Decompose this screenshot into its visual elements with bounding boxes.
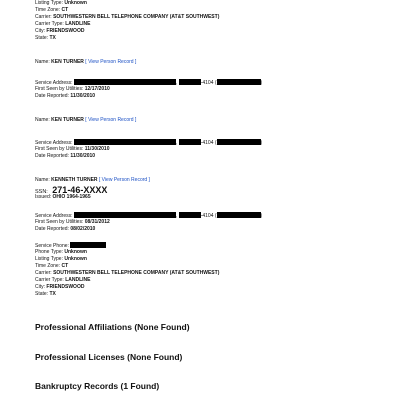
field-label: Date Reported: [35, 226, 69, 232]
field-value: OHIO 1964-1965 [52, 194, 91, 200]
service-address-row: Service Address: , -4104 ( ) [35, 80, 263, 86]
person-name: KEN TURNER [51, 59, 84, 65]
redaction-bar [217, 79, 261, 85]
field-label: Name: [35, 177, 50, 183]
person-name: KEN TURNER [51, 117, 84, 123]
listing-type-row [35, 256, 219, 263]
redaction-bar [70, 242, 106, 248]
service-address-row: Service Address: , -4104 ( ) [35, 140, 263, 146]
state-row [35, 291, 219, 298]
first-seen-row [35, 219, 262, 226]
field-label: City: [35, 28, 45, 34]
field-label: Carrier: [35, 14, 52, 20]
name-row [35, 117, 136, 124]
field-value: FRIENDSWOOD [46, 28, 85, 34]
field-label: State: [35, 291, 49, 297]
field-label: Service Address: [35, 80, 73, 86]
field-label: Listing Type: [35, 0, 63, 6]
name-row [35, 59, 136, 66]
first-seen-row [35, 146, 262, 153]
field-value: 12/17/2010 [84, 86, 110, 92]
field-value: 11/30/2010 [70, 93, 96, 99]
field-value: LANDLINE [65, 277, 91, 283]
person-record [35, 59, 136, 66]
phone-type-row [35, 249, 219, 256]
carrier-row [35, 14, 219, 21]
service-address-block [35, 79, 262, 100]
field-value: SOUTHWESTERN BELL TELEPHONE COMPANY (AT&T SOUTHWEST) [53, 14, 220, 20]
redaction-bar [74, 79, 176, 85]
date-reported-row [35, 153, 262, 160]
field-value: CT [61, 7, 69, 13]
field-label: City: [35, 284, 45, 290]
ssn-value: 271-46-XXXX [52, 185, 108, 195]
phone-suffix: -4104 ( [200, 140, 217, 146]
field-label: Listing Type: [35, 256, 63, 262]
redaction-bar [179, 79, 201, 85]
redaction-bar [179, 139, 201, 145]
field-value: TX [49, 35, 56, 41]
service-address-row: Service Address: , -4104 ( ) [35, 213, 263, 219]
carrier-row [35, 270, 219, 277]
field-value: 11/30/2010 [70, 153, 96, 159]
field-value: 08/31/2012 [84, 219, 110, 225]
person-record [35, 177, 150, 201]
redaction-bar [217, 139, 261, 145]
field-label: First Seen by Utilities: [35, 219, 84, 225]
time-zone-row [35, 263, 219, 270]
field-label: Date Reported: [35, 93, 69, 99]
person-name: KENNETH TURNER [51, 177, 98, 183]
service-phone-row [35, 242, 219, 249]
field-value: Unknown [64, 249, 87, 255]
service-address-block [35, 212, 262, 233]
first-seen-row [35, 86, 262, 93]
field-label: Service Address: [35, 213, 73, 219]
view-person-record-link[interactable]: [ View Person Record ] [85, 59, 137, 65]
field-value: Unknown [64, 256, 87, 262]
field-label: Carrier: [35, 270, 52, 276]
redaction-bar [179, 212, 201, 218]
field-value: SOUTHWESTERN BELL TELEPHONE COMPANY (AT&T SOUTHWEST) [53, 270, 220, 276]
date-reported-row [35, 93, 262, 100]
section-heading-bankruptcy-records: Bankruptcy Records (1 Found) [35, 381, 160, 391]
date-reported-row [35, 226, 262, 233]
phone-suffix: -4104 ( [200, 80, 217, 86]
service-address-block [35, 139, 262, 160]
time-zone-row [35, 7, 219, 14]
field-label: State: [35, 35, 49, 41]
listing-type-row [35, 0, 219, 7]
city-row [35, 284, 219, 291]
issued-row [35, 194, 150, 201]
field-label: Service Address: [35, 140, 73, 146]
field-value: CT [61, 263, 69, 269]
field-value: Unknown [64, 0, 87, 6]
field-label: First Seen by Utilities: [35, 86, 84, 92]
field-label: Date Reported: [35, 153, 69, 159]
state-row [35, 35, 219, 42]
field-label: Phone Type: [35, 249, 63, 255]
field-value: FRIENDSWOOD [46, 284, 85, 290]
field-label: Carrier Type: [35, 21, 64, 27]
name-row [35, 177, 150, 184]
redaction-bar [217, 212, 261, 218]
field-label: Carrier Type: [35, 277, 64, 283]
field-label: Issued: [35, 194, 52, 200]
person-record [35, 117, 136, 124]
city-row [35, 28, 219, 35]
redaction-bar [74, 212, 176, 218]
redaction-bar [74, 139, 176, 145]
field-value: 11/30/2010 [84, 146, 110, 152]
bottom-phone-record [35, 242, 219, 298]
field-label: Time Zone: [35, 7, 61, 13]
ssn-row [35, 184, 150, 194]
field-value: LANDLINE [65, 21, 91, 27]
field-value: 08/02/2010 [70, 226, 96, 232]
view-person-record-link[interactable]: [ View Person Record ] [98, 177, 150, 183]
carrier-type-row [35, 277, 219, 284]
carrier-type-row [35, 21, 219, 28]
field-label: First Seen by Utilities: [35, 146, 84, 152]
field-label: Time Zone: [35, 263, 61, 269]
phone-suffix: -4104 ( [200, 213, 217, 219]
field-label: SSN: [35, 189, 48, 195]
field-label: Service Phone: [35, 243, 69, 249]
field-label: Name: [35, 117, 50, 123]
section-heading-professional-licenses: Professional Licenses (None Found) [35, 352, 183, 362]
top-phone-record [35, 0, 219, 42]
view-person-record-link[interactable]: [ View Person Record ] [85, 117, 137, 123]
field-value: TX [49, 291, 56, 297]
section-heading-professional-affiliations: Professional Affiliations (None Found) [35, 322, 190, 332]
field-label: Name: [35, 59, 50, 65]
